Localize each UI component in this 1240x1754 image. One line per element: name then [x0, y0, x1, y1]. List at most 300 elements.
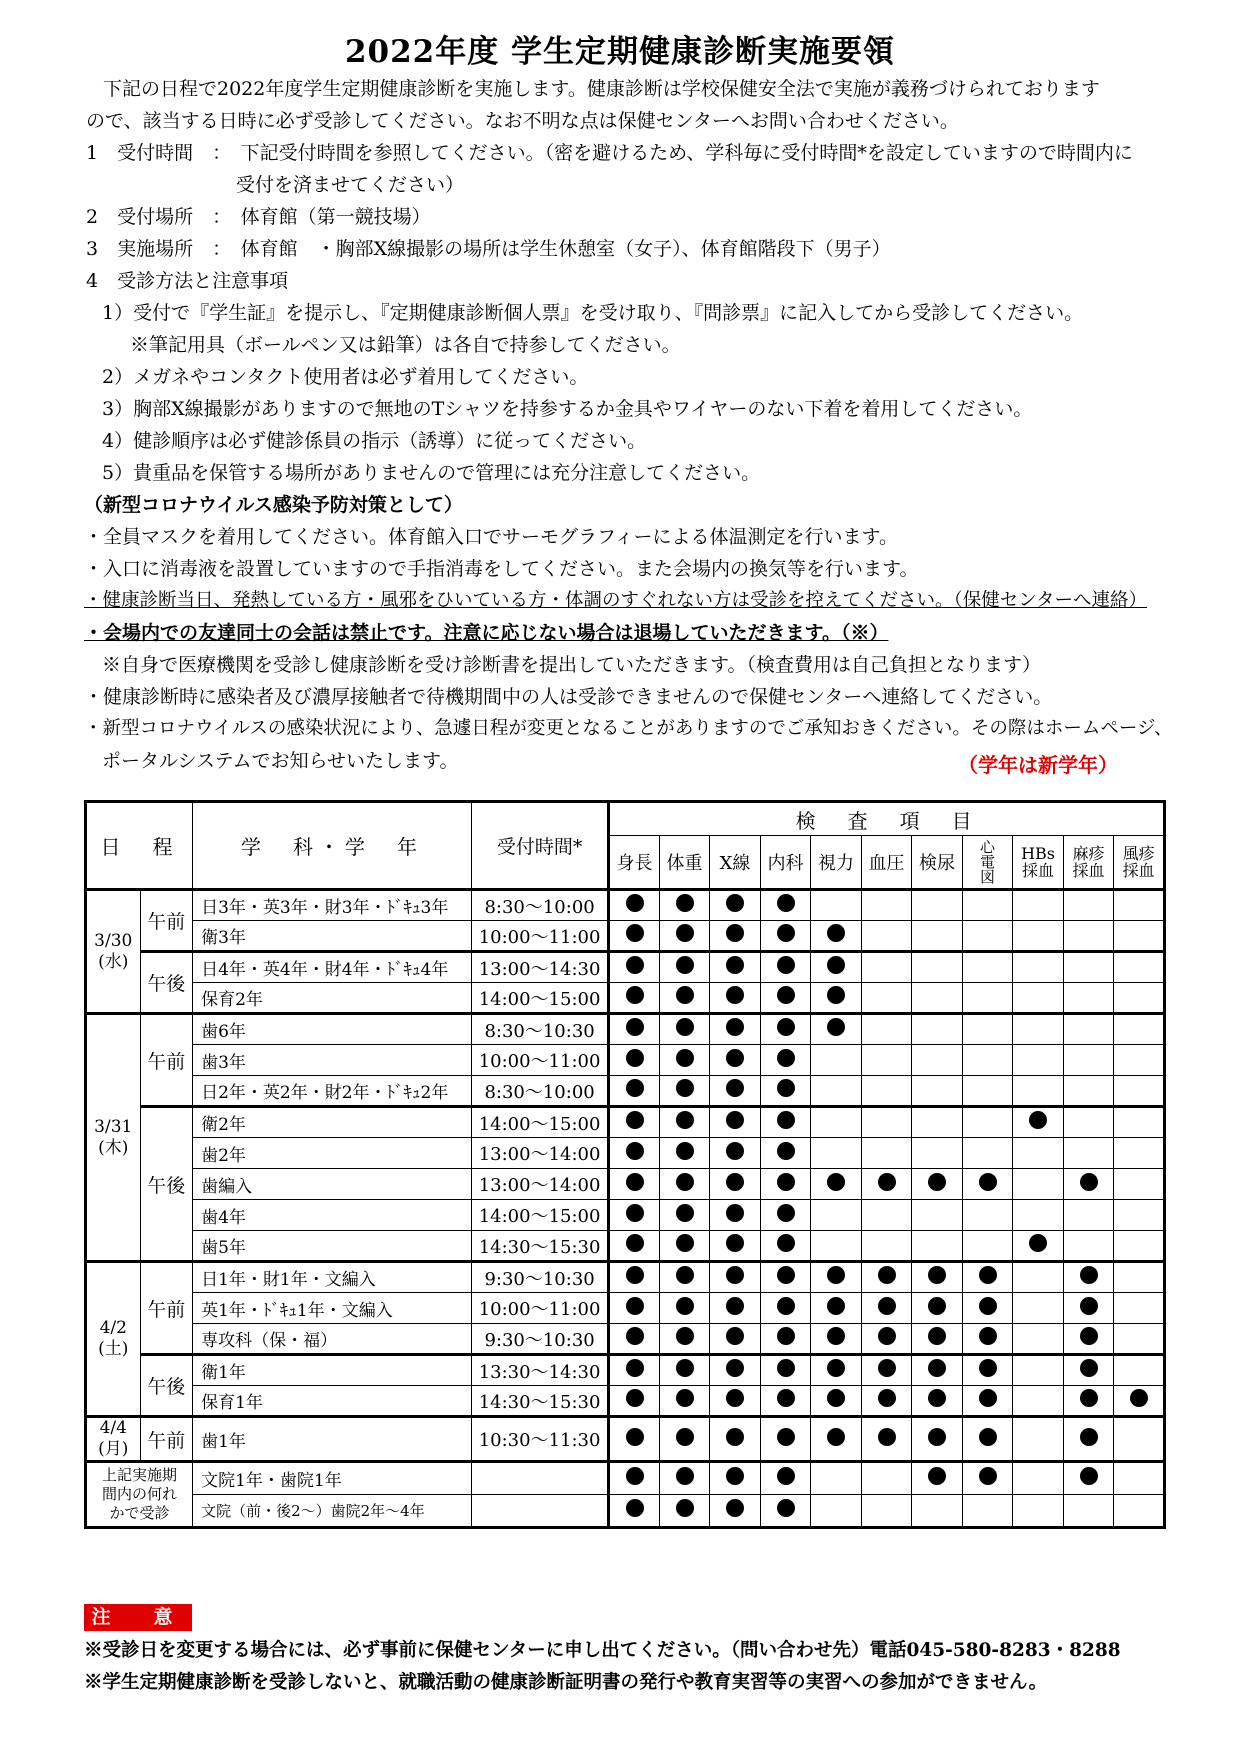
- exam-mark-cell: [962, 921, 1013, 952]
- exam-mark-cell: [1114, 983, 1165, 1014]
- exam-mark-cell: [1114, 1014, 1165, 1045]
- exam-mark-cell: [659, 1014, 710, 1045]
- exam-mark-cell: [1063, 1231, 1114, 1262]
- covid-heading: （新型コロナウイルス感染予防対策として）: [84, 494, 463, 516]
- exam-dot-marker: [626, 986, 644, 1004]
- exam-mark-cell: [1063, 1169, 1114, 1200]
- exam-mark-cell: [609, 952, 660, 983]
- exam-mark-cell: [659, 1355, 710, 1386]
- exam-mark-cell: [912, 1355, 963, 1386]
- exam-mark-cell: [912, 1462, 963, 1495]
- exam-mark-cell: [710, 1014, 761, 1045]
- department-cell: 日3年・英3年・財3年・ﾄﾞｷｭ3年: [193, 890, 472, 921]
- exam-mark-cell: [962, 1386, 1013, 1417]
- exam-dot-marker: [878, 1389, 896, 1407]
- exam-mark-cell: [659, 1293, 710, 1324]
- exam-dot-marker: [878, 1359, 896, 1377]
- exam-dot-marker: [726, 1173, 744, 1191]
- exam-mark-cell: [609, 1417, 660, 1462]
- table-row: [86, 1138, 1165, 1169]
- exam-dot-marker: [1029, 1234, 1047, 1252]
- exam-mark-cell: [1013, 1386, 1064, 1417]
- date-cell: 3/31 (木): [86, 1014, 141, 1262]
- exam-dot-marker: [827, 924, 845, 942]
- exam-mark-cell: [1063, 1262, 1114, 1293]
- exam-mark-cell: [962, 1045, 1013, 1076]
- exam-mark-cell: [760, 1386, 811, 1417]
- exam-mark-cell: [861, 1200, 912, 1231]
- exam-dot-marker: [626, 894, 644, 912]
- header-date: 日 程: [86, 802, 193, 890]
- exam-mark-cell: [760, 1495, 811, 1528]
- exam-mark-cell: [811, 1200, 862, 1231]
- exam-dot-marker: [676, 1467, 694, 1485]
- exam-mark-cell: [609, 1200, 660, 1231]
- exam-dot-marker: [676, 1111, 694, 1129]
- exam-dot-marker: [726, 1467, 744, 1485]
- method-item-2: 2）メガネやコンタクト使用者は必ず着用してください。: [102, 366, 589, 388]
- exam-mark-cell: [609, 983, 660, 1014]
- exam-mark-cell: [861, 1324, 912, 1355]
- exam-mark-cell: [710, 1138, 761, 1169]
- exam-mark-cell: [659, 1076, 710, 1107]
- exam-dot-marker: [827, 1297, 845, 1315]
- exam-mark-cell: [659, 1462, 710, 1495]
- exam-mark-cell: [659, 890, 710, 921]
- exam-mark-cell: [710, 1495, 761, 1528]
- method-item-5: 5）貴重品を保管する場所がありませんので管理には充分注意してください。: [102, 462, 761, 484]
- exam-mark-cell: [912, 1200, 963, 1231]
- exam-dot-marker: [626, 1467, 644, 1485]
- time-cell: 14:30～15:30: [471, 1386, 608, 1417]
- method-item-4: 4）健診順序は必ず健診係員の指示（誘導）に従ってください。: [102, 430, 647, 452]
- exam-dot-marker: [726, 1142, 744, 1160]
- exam-mark-cell: [962, 952, 1013, 983]
- exam-mark-cell: [710, 1076, 761, 1107]
- exam-mark-cell: [1013, 921, 1064, 952]
- exam-mark-cell: [1013, 1107, 1064, 1138]
- exam-mark-cell: [1013, 1355, 1064, 1386]
- exam-dot-marker: [979, 1467, 997, 1485]
- header-exam-item: 視力: [811, 836, 862, 890]
- exam-mark-cell: [609, 1045, 660, 1076]
- date-cell: 4/2 (土): [86, 1262, 141, 1417]
- exam-mark-cell: [1063, 983, 1114, 1014]
- exam-dot-marker: [676, 1142, 694, 1160]
- exam-mark-cell: [760, 1200, 811, 1231]
- exam-mark-cell: [811, 1355, 862, 1386]
- exam-dot-marker: [726, 1359, 744, 1377]
- exam-mark-cell: [962, 1417, 1013, 1462]
- table-row: [86, 890, 1165, 921]
- table-row: [86, 1417, 1165, 1462]
- exam-mark-cell: [1013, 1200, 1064, 1231]
- exam-mark-cell: [811, 1045, 862, 1076]
- exam-mark-cell: [962, 983, 1013, 1014]
- exam-dot-marker: [676, 1049, 694, 1067]
- exam-dot-marker: [626, 1173, 644, 1191]
- exam-dot-marker: [777, 1389, 795, 1407]
- exam-mark-cell: [861, 1262, 912, 1293]
- exam-mark-cell: [861, 921, 912, 952]
- exam-mark-cell: [1063, 1200, 1114, 1231]
- exam-dot-marker: [928, 1467, 946, 1485]
- exam-mark-cell: [962, 1324, 1013, 1355]
- exam-mark-cell: [1114, 1293, 1165, 1324]
- exam-mark-cell: [1063, 1014, 1114, 1045]
- header-exam-item: HBs 採血: [1013, 836, 1064, 890]
- header-exam-item: 麻疹 採血: [1063, 836, 1114, 890]
- exam-mark-cell: [962, 1138, 1013, 1169]
- exam-mark-cell: [861, 1355, 912, 1386]
- exam-dot-marker: [979, 1389, 997, 1407]
- header-exam-item: 心 電 図: [962, 836, 1013, 890]
- exam-dot-marker: [928, 1297, 946, 1315]
- exam-mark-cell: [1013, 1014, 1064, 1045]
- exam-mark-cell: [861, 890, 912, 921]
- exam-mark-cell: [1114, 1138, 1165, 1169]
- intro-line-2: ので、該当する日時に必ず受診してください。なお不明な点は保健センターへお問い合わせください。: [86, 110, 959, 132]
- covid-bullet-4-note: ※自身で医療機関を受診し健康診断を受け診断書を提出していただきます。（検査費用は自己負担となります）: [102, 654, 1041, 676]
- time-cell: 8:30～10:00: [471, 890, 608, 921]
- exam-mark-cell: [1114, 1495, 1165, 1528]
- exam-mark-cell: [1013, 1293, 1064, 1324]
- exam-mark-cell: [760, 1293, 811, 1324]
- exam-mark-cell: [811, 1107, 862, 1138]
- exam-dot-marker: [777, 1428, 795, 1446]
- exam-mark-cell: [710, 890, 761, 921]
- department-cell: 衛2年: [193, 1107, 472, 1138]
- exam-dot-marker: [626, 1327, 644, 1345]
- exam-mark-cell: [912, 1169, 963, 1200]
- time-cell: [471, 1495, 608, 1528]
- time-cell: 8:30～10:00: [471, 1076, 608, 1107]
- exam-mark-cell: [659, 1200, 710, 1231]
- table-row: [86, 1045, 1165, 1076]
- covid-bullet-3: ・健康診断当日、発熱している方・風邪をひいている方・体調のすぐれない方は受診を控えてください。（保健センターへ連絡）: [84, 590, 1148, 611]
- exam-dot-marker: [878, 1428, 896, 1446]
- exam-mark-cell: [1013, 1045, 1064, 1076]
- exam-mark-cell: [811, 1462, 862, 1495]
- exam-dot-marker: [1080, 1389, 1098, 1407]
- exam-mark-cell: [760, 1045, 811, 1076]
- exam-mark-cell: [659, 921, 710, 952]
- exam-dot-marker: [676, 956, 694, 974]
- exam-dot-marker: [777, 1173, 795, 1191]
- exam-mark-cell: [1013, 1417, 1064, 1462]
- exam-dot-marker: [676, 1359, 694, 1377]
- exam-dot-marker: [1080, 1428, 1098, 1446]
- exam-dot-marker: [626, 1266, 644, 1284]
- section-method: 4 受診方法と注意事項: [86, 270, 289, 292]
- time-cell: 13:30～14:30: [471, 1355, 608, 1386]
- exam-dot-marker: [777, 1327, 795, 1345]
- exam-dot-marker: [676, 1499, 694, 1517]
- exam-mark-cell: [912, 1076, 963, 1107]
- exam-mark-cell: [1114, 1200, 1165, 1231]
- exam-dot-marker: [726, 1234, 744, 1252]
- exam-mark-cell: [659, 1138, 710, 1169]
- exam-mark-cell: [811, 952, 862, 983]
- exam-mark-cell: [710, 1200, 761, 1231]
- exam-mark-cell: [1063, 1107, 1114, 1138]
- exam-mark-cell: [861, 1169, 912, 1200]
- exam-dot-marker: [777, 1234, 795, 1252]
- header-exam-item: 検尿: [912, 836, 963, 890]
- department-cell: 衛1年: [193, 1355, 472, 1386]
- exam-dot-marker: [726, 1018, 744, 1036]
- exam-mark-cell: [962, 1076, 1013, 1107]
- exam-dot-marker: [979, 1266, 997, 1284]
- time-cell: 10:30～11:30: [471, 1417, 608, 1462]
- exam-mark-cell: [609, 1262, 660, 1293]
- department-cell: 日4年・英4年・財4年・ﾄﾞｷｭ4年: [193, 952, 472, 983]
- exam-dot-marker: [676, 1173, 694, 1191]
- exam-mark-cell: [609, 1495, 660, 1528]
- exam-dot-marker: [726, 1499, 744, 1517]
- exam-dot-marker: [1080, 1327, 1098, 1345]
- exam-mark-cell: [1114, 1324, 1165, 1355]
- department-cell: 文院1年・歯院1年: [193, 1462, 472, 1495]
- exam-mark-cell: [912, 1293, 963, 1324]
- exam-dot-marker: [676, 1327, 694, 1345]
- exam-mark-cell: [811, 1231, 862, 1262]
- time-cell: 14:30～15:30: [471, 1231, 608, 1262]
- exam-dot-marker: [777, 1079, 795, 1097]
- exam-mark-cell: [710, 1293, 761, 1324]
- exam-dot-marker: [827, 1359, 845, 1377]
- exam-mark-cell: [609, 1107, 660, 1138]
- covid-bullet-6-cont: ポータルシステムでお知らせいたします。: [102, 750, 459, 772]
- table-row: [86, 1107, 1165, 1138]
- exam-mark-cell: [659, 983, 710, 1014]
- exam-mark-cell: [811, 1386, 862, 1417]
- covid-bullet-5: ・健康診断時に感染者及び濃厚接触者で待機期間中の人は受診できませんので保健センターへ連絡してください。: [84, 686, 1053, 708]
- exam-mark-cell: [962, 1169, 1013, 1200]
- table-row: [86, 1262, 1165, 1293]
- date-cell: 3/30 (水): [86, 890, 141, 1014]
- exam-mark-cell: [1013, 1324, 1064, 1355]
- exam-dot-marker: [928, 1428, 946, 1446]
- exam-mark-cell: [760, 1014, 811, 1045]
- exam-dot-marker: [979, 1428, 997, 1446]
- exam-dot-marker: [928, 1389, 946, 1407]
- table-row: [86, 1495, 1165, 1528]
- exam-mark-cell: [1013, 890, 1064, 921]
- time-cell: 13:00～14:30: [471, 952, 608, 983]
- exam-dot-marker: [827, 1018, 845, 1036]
- exam-mark-cell: [609, 921, 660, 952]
- department-cell: 日2年・英2年・財2年・ﾄﾞｷｭ2年: [193, 1076, 472, 1107]
- exam-dot-marker: [878, 1266, 896, 1284]
- exam-mark-cell: [811, 1138, 862, 1169]
- exam-mark-cell: [912, 1138, 963, 1169]
- method-item-1-note: ※筆記用具（ボールペン又は鉛筆）は各自で持参してください。: [130, 334, 681, 356]
- exam-mark-cell: [659, 1107, 710, 1138]
- exam-mark-cell: [1063, 1138, 1114, 1169]
- department-cell: 保育2年: [193, 983, 472, 1014]
- period-cell: 午前: [140, 1262, 193, 1355]
- exam-mark-cell: [1114, 1169, 1165, 1200]
- exam-dot-marker: [676, 924, 694, 942]
- exam-mark-cell: [1063, 952, 1114, 983]
- exam-mark-cell: [1063, 1324, 1114, 1355]
- exam-mark-cell: [710, 983, 761, 1014]
- exam-mark-cell: [710, 1107, 761, 1138]
- exam-dot-marker: [1080, 1297, 1098, 1315]
- exam-mark-cell: [710, 1169, 761, 1200]
- exam-mark-cell: [760, 1138, 811, 1169]
- exam-mark-cell: [962, 1014, 1013, 1045]
- exam-mark-cell: [1063, 1495, 1114, 1528]
- exam-mark-cell: [912, 1495, 963, 1528]
- exam-dot-marker: [777, 924, 795, 942]
- exam-mark-cell: [912, 1324, 963, 1355]
- exam-mark-cell: [760, 921, 811, 952]
- exam-mark-cell: [760, 1324, 811, 1355]
- exam-mark-cell: [861, 1417, 912, 1462]
- exam-mark-cell: [1114, 1417, 1165, 1462]
- intro-line-1: 下記の日程で2022年度学生定期健康診断を実施します。健康診断は学校保健安全法で実施が義務づけられております: [103, 78, 1100, 100]
- table-row: [86, 952, 1165, 983]
- exam-mark-cell: [760, 1355, 811, 1386]
- exam-mark-cell: [760, 952, 811, 983]
- exam-mark-cell: [609, 1138, 660, 1169]
- exam-mark-cell: [1013, 983, 1064, 1014]
- exam-mark-cell: [861, 1293, 912, 1324]
- department-cell: 衛3年: [193, 921, 472, 952]
- exam-mark-cell: [609, 1355, 660, 1386]
- table-row: [86, 1076, 1165, 1107]
- exam-dot-marker: [676, 1204, 694, 1222]
- exam-dot-marker: [928, 1173, 946, 1191]
- time-cell: 9:30～10:30: [471, 1262, 608, 1293]
- exam-dot-marker: [979, 1327, 997, 1345]
- exam-mark-cell: [710, 1355, 761, 1386]
- header-exam-items: 検 査 項 目: [609, 802, 1165, 836]
- exam-dot-marker: [626, 1049, 644, 1067]
- exam-dot-marker: [777, 956, 795, 974]
- notice-badge: 注 意: [84, 1604, 192, 1631]
- exam-mark-cell: [861, 1014, 912, 1045]
- exam-mark-cell: [1063, 1417, 1114, 1462]
- header-time: 受付時間*: [471, 802, 608, 890]
- exam-dot-marker: [676, 1389, 694, 1407]
- exam-mark-cell: [710, 952, 761, 983]
- exam-dot-marker: [676, 986, 694, 1004]
- exam-mark-cell: [659, 1417, 710, 1462]
- exam-mark-cell: [659, 1495, 710, 1528]
- method-item-3: 3）胸部X線撮影がありますので無地のTシャツを持参するか金具やワイヤーのない下着を着用してください。: [102, 398, 1033, 420]
- exam-mark-cell: [659, 1231, 710, 1262]
- header-exam-item: 血圧: [861, 836, 912, 890]
- table-row: [86, 1014, 1165, 1045]
- section-reception-place: 2 受付場所 ： 体育館（第一競技場）: [86, 206, 431, 228]
- exam-mark-cell: [760, 1107, 811, 1138]
- exam-dot-marker: [626, 1142, 644, 1160]
- exam-mark-cell: [912, 921, 963, 952]
- exam-mark-cell: [1063, 890, 1114, 921]
- method-item-1: 1）受付で『学生証』を提示し、『定期健康診断個人票』を受け取り、『問診票』に記入してから受診してください。: [102, 302, 1084, 324]
- exam-dot-marker: [878, 1297, 896, 1315]
- exam-mark-cell: [912, 952, 963, 983]
- department-cell: 歯編入: [193, 1169, 472, 1200]
- exam-mark-cell: [1063, 1076, 1114, 1107]
- exam-dot-marker: [676, 1234, 694, 1252]
- exam-mark-cell: [659, 1324, 710, 1355]
- exam-mark-cell: [811, 890, 862, 921]
- exam-mark-cell: [1114, 1076, 1165, 1107]
- table-header-row: [86, 802, 1165, 836]
- exam-dot-marker: [676, 894, 694, 912]
- exam-dot-marker: [726, 1079, 744, 1097]
- exam-dot-marker: [726, 986, 744, 1004]
- exam-mark-cell: [912, 1014, 963, 1045]
- exam-dot-marker: [928, 1266, 946, 1284]
- exam-mark-cell: [659, 1262, 710, 1293]
- department-cell: 歯4年: [193, 1200, 472, 1231]
- exam-dot-marker: [726, 1297, 744, 1315]
- exam-mark-cell: [1114, 1231, 1165, 1262]
- department-cell: 歯6年: [193, 1014, 472, 1045]
- covid-bullet-4: ・会場内での友達同士の会話は禁止です。注意に応じない場合は退場していただきます。（※）: [84, 622, 889, 644]
- section-venue: 3 実施場所 ： 体育館 ・胸部X線撮影の場所は学生休憩室（女子）、体育館階段下（男子）: [86, 238, 891, 260]
- table-row: [86, 983, 1165, 1014]
- exam-dot-marker: [777, 1499, 795, 1517]
- time-cell: 13:00～14:00: [471, 1169, 608, 1200]
- header-exam-item: 体重: [659, 836, 710, 890]
- exam-mark-cell: [811, 983, 862, 1014]
- exam-mark-cell: [811, 1169, 862, 1200]
- exam-mark-cell: [760, 890, 811, 921]
- exam-dot-marker: [1080, 1266, 1098, 1284]
- header-exam-item: X線: [710, 836, 761, 890]
- exam-mark-cell: [861, 952, 912, 983]
- time-cell: 14:00～15:00: [471, 983, 608, 1014]
- exam-mark-cell: [1063, 921, 1114, 952]
- exam-dot-marker: [726, 1204, 744, 1222]
- exam-dot-marker: [626, 1389, 644, 1407]
- time-cell: 14:00～15:00: [471, 1107, 608, 1138]
- exam-mark-cell: [962, 1355, 1013, 1386]
- exam-mark-cell: [609, 1076, 660, 1107]
- exam-mark-cell: [1114, 1462, 1165, 1495]
- exam-mark-cell: [1063, 1355, 1114, 1386]
- exam-mark-cell: [861, 1107, 912, 1138]
- exam-mark-cell: [811, 921, 862, 952]
- time-cell: 8:30～10:30: [471, 1014, 608, 1045]
- period-cell: 午後: [140, 1107, 193, 1262]
- exam-dot-marker: [676, 1018, 694, 1036]
- exam-mark-cell: [962, 1262, 1013, 1293]
- exam-mark-cell: [760, 1231, 811, 1262]
- exam-mark-cell: [912, 1386, 963, 1417]
- exam-dot-marker: [979, 1173, 997, 1191]
- exam-dot-marker: [626, 1204, 644, 1222]
- exam-mark-cell: [710, 1324, 761, 1355]
- exam-mark-cell: [710, 1417, 761, 1462]
- exam-mark-cell: [962, 1200, 1013, 1231]
- table-row: [86, 1200, 1165, 1231]
- exam-mark-cell: [659, 1045, 710, 1076]
- exam-mark-cell: [1063, 1293, 1114, 1324]
- exam-dot-marker: [726, 1327, 744, 1345]
- exam-mark-cell: [1013, 1231, 1064, 1262]
- exam-mark-cell: [760, 1169, 811, 1200]
- exam-dot-marker: [626, 924, 644, 942]
- exam-dot-marker: [626, 956, 644, 974]
- period-cell: 午後: [140, 1355, 193, 1417]
